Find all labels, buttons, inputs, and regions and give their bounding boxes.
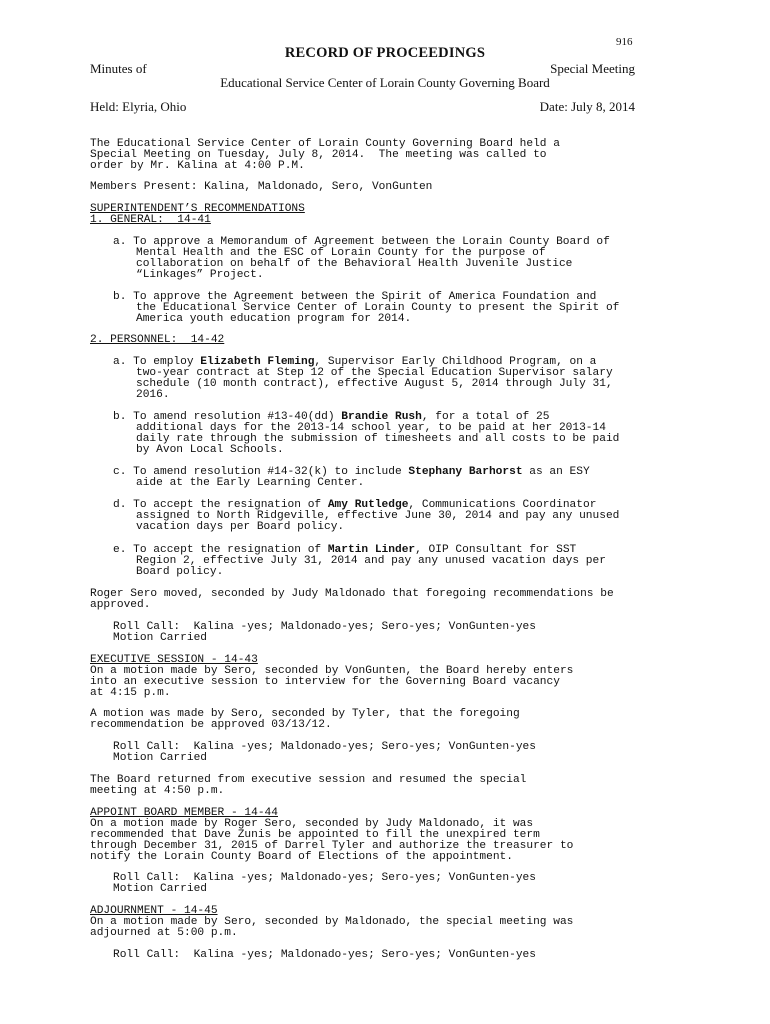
general-item-a-line: “Linkages” Project. bbox=[136, 269, 264, 281]
intro-line: The Educational Service Center of Lorain County Governing Board held a bbox=[90, 138, 560, 150]
personnel-item-b-line: additional days for the 2013-14 school year, to be paid at her 2013-14 bbox=[136, 422, 606, 434]
board-name: Educational Service Center of Lorain County Governing Board bbox=[220, 75, 550, 90]
motion-carried: Motion Carried bbox=[113, 883, 207, 895]
personnel-item-b-line: daily rate through the submission of timesheets and all costs to be paid bbox=[136, 433, 620, 445]
intro-line: order by Mr. Kalina at 4:00 P.M. bbox=[90, 160, 305, 172]
general-item-b-line: America youth education program for 2014. bbox=[136, 313, 412, 325]
roll-call: Roll Call: Kalina -yes; Maldonado-yes; Sero-yes; VonGunten-yes bbox=[113, 872, 536, 884]
personnel-heading: 2. PERSONNEL: 14-42 bbox=[90, 334, 225, 346]
appoint-line: through December 31, 2015 of Darrel Tyler and authorize the treasurer to bbox=[90, 840, 574, 852]
general-item-a-line: collaboration on behalf of the Behavioral Health Juvenile Justice bbox=[136, 258, 573, 270]
general-item-b-line: the Educational Service Center of Lorain County to present the Spirit of bbox=[136, 302, 620, 314]
personnel-item-b-line: by Avon Local Schools. bbox=[136, 444, 284, 456]
general-item-a-line: Mental Health and the ESC of Lorain County for the purpose of bbox=[136, 247, 546, 259]
held-location: Held: Elyria, Ohio bbox=[90, 99, 187, 114]
document-title: RECORD OF PROCEEDINGS bbox=[284, 45, 486, 61]
adjourn-line: On a motion made by Sero, seconded by Maldonado, the special meeting was bbox=[90, 916, 574, 928]
personnel-item-c-line: aide at the Early Learning Center. bbox=[136, 477, 365, 489]
appoint-line: On a motion made by Roger Sero, seconded by Judy Maldonado, it was bbox=[90, 818, 534, 830]
personnel-item-e-line: Region 2, effective July 31, 2014 and pay any unused vacation days per bbox=[136, 555, 606, 567]
personnel-item-a-line: 2016. bbox=[136, 389, 170, 401]
general-item-a: a. To approve a Memorandum of Agreement between the Lorain County Board of bbox=[113, 236, 610, 248]
minutes-of-label: Minutes of bbox=[90, 61, 147, 76]
motion-text: Roger Sero moved, seconded by Judy Maldonado that foregoing recommendations be bbox=[90, 588, 614, 600]
employee-name: Brandie Rush bbox=[341, 411, 422, 423]
motion-text: approved. bbox=[90, 599, 151, 611]
personnel-item-d: d. To accept the resignation of Amy Rutledge, Communications Coordinator bbox=[113, 499, 597, 511]
meeting-date: Date: July 8, 2014 bbox=[539, 99, 635, 114]
meeting-type: Special Meeting bbox=[550, 61, 635, 76]
superintendent-heading: SUPERINTENDENT’S RECOMMENDATIONS bbox=[90, 203, 305, 215]
appoint-line: notify the Lorain County Board of Elections of the appointment. bbox=[90, 851, 513, 863]
intro-line: Special Meeting on Tuesday, July 8, 2014. The meeting was called to bbox=[90, 149, 547, 161]
personnel-item-a-line: schedule (10 month contract), effective August 5, 2014 through July 31, bbox=[136, 378, 613, 390]
exec-motion: A motion was made by Sero, seconded by Tyler, that the foregoing bbox=[90, 708, 520, 720]
employee-name: Martin Linder bbox=[327, 544, 416, 556]
adjournment-heading: ADJOURNMENT - 14-45 bbox=[90, 905, 218, 917]
employee-name: Elizabeth Fleming bbox=[200, 356, 315, 368]
exec-line: On a motion made by Sero, seconded by VonGunten, the Board hereby enters bbox=[90, 665, 574, 677]
employee-name: Stephany Barhorst bbox=[408, 466, 523, 478]
exec-line: into an executive session to interview for the Governing Board vacancy bbox=[90, 676, 560, 688]
executive-session-heading: EXECUTIVE SESSION - 14-43 bbox=[90, 654, 258, 666]
personnel-item-b: b. To amend resolution #13-40(dd) Brandie Rush, for a total of 25 bbox=[113, 411, 550, 423]
employee-name: Amy Rutledge bbox=[327, 499, 409, 511]
personnel-item-e: e. To accept the resignation of Martin Linder, OIP Consultant for SST bbox=[113, 544, 577, 556]
personnel-item-c: c. To amend resolution #14-32(k) to include Stephany Barhorst as an ESY bbox=[113, 466, 590, 478]
roll-call: Roll Call: Kalina -yes; Maldonado-yes; Sero-yes; VonGunten-yes bbox=[113, 741, 536, 753]
personnel-item-d-line: vacation days per Board policy. bbox=[136, 521, 345, 533]
general-heading: 1. GENERAL: 14-41 bbox=[90, 214, 211, 226]
roll-call: Roll Call: Kalina -yes; Maldonado-yes; Sero-yes; VonGunten-yes bbox=[113, 621, 536, 633]
held-date-row bbox=[90, 99, 635, 115]
members-present: Members Present: Kalina, Maldonado, Sero, VonGunten bbox=[90, 181, 433, 193]
roll-call: Roll Call: Kalina -yes; Maldonado-yes; Sero-yes; VonGunten-yes bbox=[113, 949, 536, 961]
page-number: 916 bbox=[616, 36, 633, 48]
motion-carried: Motion Carried bbox=[113, 752, 207, 764]
exec-line: at 4:15 p.m. bbox=[90, 687, 171, 699]
returned-text: The Board returned from executive session and resumed the special bbox=[90, 774, 527, 786]
exec-motion: recommendation be approved 03/13/12. bbox=[90, 719, 332, 731]
motion-carried: Motion Carried bbox=[113, 632, 207, 644]
appoint-line: recommended that Dave Zunis be appointed to fill the unexpired term bbox=[90, 829, 540, 841]
adjourn-line: adjourned at 5:00 p.m. bbox=[90, 927, 238, 939]
personnel-item-e-line: Board policy. bbox=[136, 566, 224, 578]
returned-text: meeting at 4:50 p.m. bbox=[90, 785, 225, 797]
personnel-item-d-line: assigned to North Ridgeville, effective June 30, 2014 and pay any unused bbox=[136, 510, 620, 522]
general-item-b: b. To approve the Agreement between the Spirit of America Foundation and bbox=[113, 291, 597, 303]
personnel-item-a: a. To employ Elizabeth Fleming, Supervisor Early Childhood Program, on a bbox=[113, 356, 597, 368]
personnel-item-a-line: two-year contract at Step 12 of the Special Education Supervisor salary bbox=[136, 367, 613, 379]
appoint-heading: APPOINT BOARD MEMBER - 14-44 bbox=[90, 807, 278, 819]
